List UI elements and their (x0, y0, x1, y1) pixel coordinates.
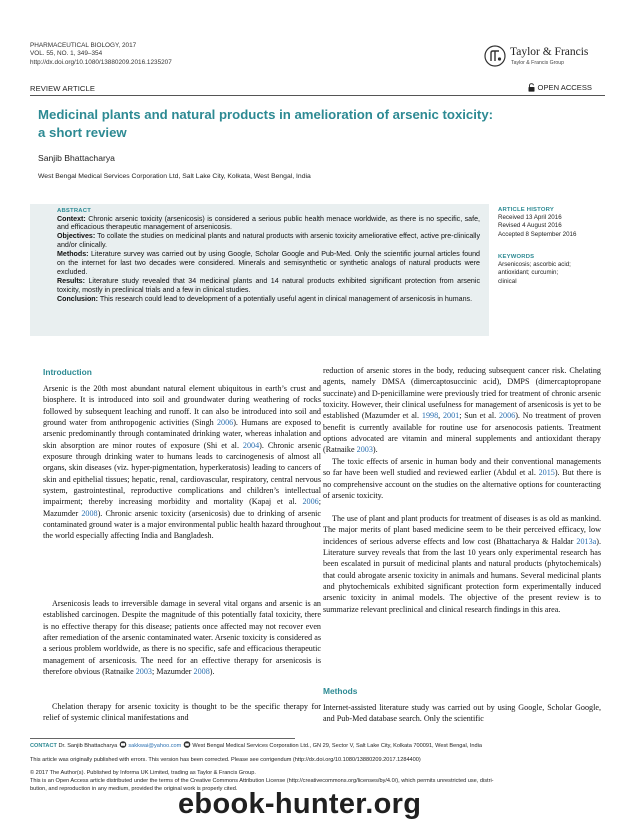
contact-email[interactable]: sakkwai@yahoo.com (126, 743, 183, 749)
citation-link[interactable]: 2008 (81, 508, 98, 518)
citation-link[interactable]: 2001 (442, 411, 460, 421)
open-lock-icon (528, 83, 535, 92)
title-line-2: a short review (38, 124, 127, 140)
citation-link[interactable]: 1998 (421, 411, 439, 421)
open-access-label: OPEN ACCESS (537, 83, 592, 92)
intro-paragraph-6: The use of plant and plant products for treatment of diseases is as old as mankind. The major merits of plant based medicine seem to be their perceived efficacy, low incidences of serious adverse effects and low cost (Bhattacharya & Haldar 2013a). Literature survey reveals that from the last 10 years only experimental research has been escalated in pursuit of medicinal plants and natural products (phytochemicals) that could abrogate arsenic toxicity in animals and humans. Several medicinal plants and phytochemicals exhibited significant protection form experimentally induced arsenic toxicity in animal models. The objective of the present review is to summarize relevant preclinical and clinical research findings in this area. (323, 514, 601, 614)
keywords-line-2: antioxidant; curcumin; (498, 269, 559, 277)
contact-label: CONTACT (30, 743, 57, 749)
open-access-badge[interactable] (528, 83, 592, 92)
contact-address: West Bengal Medical Services Corporation Ltd., GN 29, Sector V, Salt Lake City, Kolkata 700091, West Bengal, India (190, 743, 483, 749)
watermark: ebook-hunter.org (178, 788, 422, 820)
citation-link[interactable]: 2008 (193, 667, 210, 677)
taylor-francis-logo-icon (484, 45, 506, 67)
history-revised: Revised 4 August 2016 (498, 222, 562, 230)
abstract-box (30, 204, 489, 336)
article-type: REVIEW ARTICLE (30, 84, 95, 93)
email-icon (119, 741, 127, 748)
publisher-name: Taylor & Francis (510, 46, 589, 58)
history-received: Received 13 April 2016 (498, 214, 562, 222)
license-note-cont: bution, and reproduction in any medium, provided the original work is properly cited. (30, 786, 238, 792)
abstract-heading: ABSTRACT (57, 208, 91, 214)
contact-name: Dr. Sanjib Bhattacharya (56, 743, 119, 749)
journal-volume: VOL. 55, NO. 1, 349–354 (30, 50, 103, 58)
intro-paragraph-4: reduction of arsenic stores in the body, reducing subsequent cancer risk. Chelating agents, namely DMSA (dimercaptosuccinic acid), DMPS (dimercaptopropane succinate) and D-penicillamine were previously tried for treatment of chronic arsenic toxicity. However, their clinical usefulness for management of arsenicosis is yet to be established (Mazumder et al. 1998, 2001; Sun et al. 2006). No treatment of proven benefit is currently available for routine use for arsenocosis patients. Treatment options advocated are vitamin and mineral supplements and antioxidant therapy (Ratnaike 2003). (323, 366, 601, 455)
introduction-heading: Introduction (43, 367, 92, 377)
publisher-logo[interactable] (484, 44, 610, 70)
publisher-group: Taylor & Francis Group (511, 60, 565, 66)
article-history (498, 206, 608, 239)
erratum-note: This article was originally published with errors. This version has been corrected. Please see corrigendum (http://dx.doi.org/10.1080/13880209.2017.1284400) (30, 757, 421, 763)
citation-link[interactable]: 2006 (216, 418, 234, 428)
title-line-1: Medicinal plants and natural products in amelioration of arsenic toxicity: (38, 107, 494, 122)
keywords-line-1: Arsenicosis; ascorbic acid; (498, 261, 571, 269)
contact-info (30, 741, 610, 750)
keywords (498, 253, 608, 286)
intro-paragraph-2: Arsenicosis leads to irreversible damage in several vital organs and arsenic is an established carcinogen. Despite the magnitude of this potentially fatal toxicity, there is no effective therapy for this disease; patients once affected may not recover even after remediation of the arsenic contaminated water. Arsenic toxicity is considered as a serious problem worldwide, as there is no specific, safe and efficacious therapeutic management of arsenicosis. The need for an effective therapy for arsenicosis is therefore obvious (Ratnaike 2003; Mazumder 2008). (43, 599, 321, 677)
copyright-note: © 2017 The Author(s). Published by Informa UK Limited, trading as Taylor & Francis Group. (30, 770, 256, 776)
citation-link[interactable]: 2006 (302, 497, 319, 507)
address-icon (183, 741, 191, 748)
citation-link[interactable]: 2013a (576, 536, 597, 546)
footer-divider (30, 738, 295, 739)
journal-name: PHARMACEUTICAL BIOLOGY, 2017 (30, 42, 137, 49)
abstract-results: Results: Literature study revealed that 34 medicinal plants and 14 natural products exhibited significant protection from arsenic toxicity, mostly in preclinical trials and a few in clinical studies. (57, 277, 480, 295)
intro-paragraph-3: Chelation therapy for arsenic toxicity is thought to be the specific therapy for relief of systemic clinical manifestations and (43, 702, 321, 723)
citation-link[interactable]: 2004 (242, 440, 260, 450)
history-accepted: Accepted 8 September 2016 (498, 230, 577, 238)
citation-link[interactable]: 2003 (135, 667, 152, 677)
intro-paragraph-5: The toxic effects of arsenic in human body and their conventional managements so far have been well studied and reviewed earlier (Abdul et al. 2015). But there is no comprehensive account on the studies on the alternative options for counteracting of arsenic toxicity. (323, 457, 602, 501)
methods-paragraph-1: Internet-assisted literature study was carried out by using Google, Scholar Google, and Pub-Med database search. Only the scientific (323, 703, 601, 724)
citation-link[interactable]: 2003 (356, 445, 373, 455)
keywords-line-3: clinical (498, 277, 517, 285)
abstract-methods: Methods: Literature survey was carried out by using Google, Scholar Google and Pub-Med. Only the scientific journal articles found on the internet for last two decades were considered. Minerals and semisynthetic or synthetic analogs of natural products were excluded. (57, 250, 480, 277)
header-divider (30, 95, 605, 96)
keywords-heading: KEYWORDS (498, 254, 535, 260)
intro-paragraph-1: Arsenic is the 20th most abundant natural element ubiquitous in earth’s crust and biosphere. It is introduced into soil and groundwater during weathering of rocks followed by subsequent leaching and runoff. It can also be introduced into soil and ground water from anthropogenic activities (Singh 2006). Humans are exposed to arsenic predominantly through contaminated drinking water, whereas inhalation and skin absorption are minor routes of exposure (Shi et al. 2004). Chronic arsenic exposure through drinking water to humans leads to carcinogenesis of almost all organs, skin diseases (viz. hyper-pigmentation, hyperkeratosis) leading to cancers of skin and epithelial tissues; hepatic, renal, cardiovascular, respiratory, central nervous system, gastrointestinal, reproductive complications and children’s intellectual impairment; thereby increasing morbidity and mortality (Kapaj et al. 2006; Mazumder 2008). Chronic arsenic toxicity (arsenicosis) due to drinking of arsenic contaminated ground water is a major environmental public health hazard throughout the world especially affecting India and Bangladesh. (43, 384, 321, 541)
abstract-conclusion: Conclusion: This research could lead to development of a potentially useful agent in clinical management of arsenicosis in humans. (57, 295, 473, 304)
citation-link[interactable]: 2015 (538, 468, 555, 478)
article-title (38, 106, 558, 141)
author-name: Sanjib Bhattacharya (38, 153, 115, 163)
abstract-objectives: Objectives: To collate the studies on medicinal plants and natural products with arsenic toxicity ameliorative effect, active pre-clinically and/or clinically. (57, 232, 480, 250)
article-history-heading: ARTICLE HISTORY (498, 207, 555, 213)
citation-link[interactable]: 2006 (498, 411, 516, 421)
methods-heading: Methods (323, 686, 358, 696)
journal-info (30, 42, 172, 67)
journal-doi[interactable]: http://dx.doi.org/10.1080/13880209.2016.1235207 (30, 58, 172, 66)
affiliation: West Bengal Medical Services Corporation Ltd, Salt Lake City, Kolkata, West Bengal, India (38, 173, 311, 180)
abstract-context: Context: Chronic arsenic toxicity (arsenicosis) is considered a serious public health menace worldwide, as there is no specific, safe, and efficacious therapeutic management of arsenicosis. (57, 214, 480, 232)
license-note: This is an Open Access article distributed under the terms of the Creative Commons Attribution License (http://creativecommons.org/licenses/by/4.0/), which permits unrestricted use, distri- (30, 778, 494, 784)
